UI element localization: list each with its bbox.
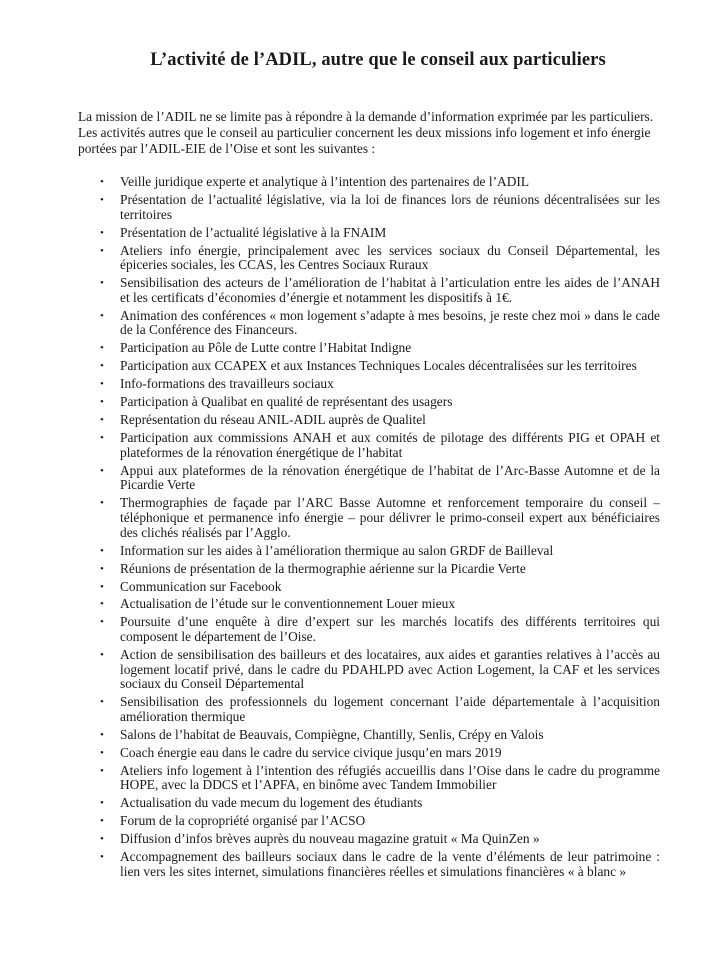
activity-item	[100, 358, 660, 374]
bullet-icon: •	[100, 176, 104, 188]
bullet-icon: •	[100, 580, 104, 593]
activity-text: Sensibilisation des acteurs de l’amélioration de l’habitat à l’articulation entre les aides de l’ANAH et les certificats d’économies d’énergie et notamment les dispositifs à 1€.	[120, 275, 660, 305]
bullet-icon: •	[100, 378, 104, 391]
bullet-icon: •	[100, 696, 104, 709]
activity-text: Veille juridique experte et analytique à l’intention des partenaires de l’ADIL	[120, 174, 530, 189]
activity-text: Participation aux commissions ANAH et aux comités de pilotage des différents PIG et OPAH et plateformes de la rénovation énergétique de l’habitat	[120, 430, 660, 460]
activity-text: Poursuite d’une enquête à dire d’expert sur les marchés locatifs des différents territoires qui composent le département de l’Oise.	[120, 614, 660, 645]
activity-text: Sensibilisation des professionnels du logement concernant l’aide départementale à l’acquisition amélioration thermique	[120, 694, 660, 724]
bullet-icon: •	[100, 649, 104, 662]
activity-item	[100, 542, 660, 559]
bullet-icon: •	[100, 432, 104, 445]
activity-text: Communication sur Facebook	[120, 578, 282, 594]
activity-item	[100, 242, 660, 273]
bullet-icon: •	[100, 277, 104, 290]
activity-item	[100, 726, 660, 743]
activity-text: Participation au Pôle de Lutte contre l’Habitat Indigne	[120, 340, 412, 356]
activity-text: Thermographies de façade par l’ARC Basse Automne et renforcement temporaire du conseil – téléphonique et permanence info énergie – pour délivrer le primo-conseil expert aux bénéficiaires des clichés réalisés par l’Agglo.	[120, 495, 660, 540]
activity-text: Présentation de l’actualité législative, via la loi de finances lors de réunions décentralisées sur les territoires	[120, 191, 660, 222]
activity-text: Action de sensibilisation des bailleurs et des locataires, aux aides et garanties relatives à l’accès au logement locatif privé, dans le cadre du PDAHLPD avec Action Logement, la CAF et les services sociaux du Conseil Départemental	[120, 647, 660, 692]
activity-item	[100, 795, 660, 811]
activities-list	[78, 175, 660, 879]
activity-text: Info-formations des travailleurs sociaux	[120, 376, 334, 392]
bullet-icon: •	[100, 342, 104, 355]
activity-item	[100, 596, 660, 612]
bullet-icon: •	[100, 544, 104, 557]
activity-item	[100, 394, 660, 410]
activity-item	[100, 495, 660, 540]
activity-text: Ateliers info énergie, principalement avec les services sociaux du Conseil Départemental, les épiceries sociales, les CCAS, les Centres Sociaux Ruraux	[120, 242, 660, 273]
bullet-icon: •	[100, 746, 104, 759]
bullet-icon: •	[100, 360, 104, 373]
activity-text: Information sur les aides à l’amélioration thermique au salon GRDF de Bailleval	[120, 542, 554, 558]
activity-item	[100, 340, 660, 356]
bullet-icon: •	[100, 244, 104, 257]
activity-text: Accompagnement des bailleurs sociaux dans le cadre de la vente d’éléments de leur patrimoine : lien vers les sites internet, simulations financières réelles et simulations financières « à blanc »	[120, 849, 660, 879]
activity-text: Forum de la copropriété organisé par l’ACSO	[120, 813, 366, 829]
activity-text: Animation des conférences « mon logement s’adapte à mes besoins, je reste chez moi » dans le cade de la Conférence des Financeurs.	[120, 307, 660, 338]
bullet-icon: •	[100, 833, 104, 846]
activity-text: Réunions de présentation de la thermographie aérienne sur la Picardie Verte	[120, 560, 526, 576]
activity-item	[100, 614, 660, 645]
activity-item	[100, 462, 660, 493]
activity-text: Actualisation du vade mecum du logement des étudiants	[120, 795, 423, 811]
activity-text: Participation à Qualibat en qualité de représentant des usagers	[120, 394, 453, 410]
activity-text: Appui aux plateformes de la rénovation énergétique de l’habitat de l’Arc-Basse Automne et de la Picardie Verte	[120, 462, 660, 493]
activity-item	[100, 831, 660, 847]
activity-text: Salons de l’habitat de Beauvais, Compiègne, Chantilly, Senlis, Crépy en Valois	[120, 726, 544, 742]
activity-item	[100, 744, 660, 761]
activity-item	[100, 762, 660, 793]
activity-item	[100, 174, 660, 190]
activity-text: Représentation du réseau ANIL-ADIL auprès de Qualitel	[120, 412, 426, 428]
activity-item	[100, 813, 660, 829]
bullet-icon: •	[100, 464, 104, 477]
activity-text: Présentation de l’actualité législative à la FNAIM	[120, 224, 387, 240]
bullet-icon: •	[100, 764, 104, 777]
activity-text: Diffusion d’infos brèves auprès du nouveau magazine gratuit « Ma QuinZen »	[120, 831, 540, 847]
bullet-icon: •	[100, 396, 104, 409]
bullet-icon: •	[100, 797, 104, 810]
intro-paragraph: Les activités autres que le conseil au particulier concernent les deux missions info logement et info énergie portées par l’ADIL-EIE de l’Oise et sont les suivantes :	[78, 125, 651, 156]
bullet-icon: •	[100, 497, 104, 510]
activity-item	[100, 307, 660, 338]
activity-text: Actualisation de l’étude sur le conventionnement Louer mieux	[120, 596, 456, 612]
activity-item	[100, 191, 660, 222]
bullet-icon: •	[100, 414, 104, 427]
activity-item	[100, 849, 660, 879]
activity-item	[100, 275, 660, 305]
activity-item	[100, 647, 660, 692]
activity-item	[100, 694, 660, 724]
activity-text: Coach énergie eau dans le cadre du service civique jusqu’en mars 2019	[120, 744, 502, 760]
bullet-icon: •	[100, 728, 104, 741]
activity-text: Ateliers info logement à l’intention des réfugiés accueillis dans l’Oise dans le cadre du programme HOPE, avec la DDCS et l’APFA, en binôme avec Tandem Immobilier	[120, 762, 660, 793]
bullet-icon: •	[100, 226, 104, 239]
activity-item	[100, 412, 660, 428]
bullet-icon: •	[100, 309, 104, 322]
intro-paragraph: La mission de l’ADIL ne se limite pas à répondre à la demande d’information exprimée par les particuliers.	[78, 109, 654, 124]
bullet-icon: •	[100, 815, 104, 828]
activity-item	[100, 560, 660, 577]
bullet-icon: •	[100, 193, 104, 206]
activity-item	[100, 376, 660, 392]
bullet-icon: •	[100, 598, 104, 611]
activity-item	[100, 224, 660, 241]
activity-text: Participation aux CCAPEX et aux Instances Techniques Locales décentralisées sur les territoires	[120, 358, 637, 374]
bullet-icon: •	[100, 562, 104, 575]
activity-item	[100, 430, 660, 460]
activity-item	[100, 578, 660, 595]
bullet-icon: •	[100, 616, 104, 629]
intro-section	[78, 109, 660, 157]
document-title: L’activité de l’ADIL, autre que le conseil aux particuliers	[150, 50, 606, 70]
bullet-icon: •	[100, 851, 104, 864]
